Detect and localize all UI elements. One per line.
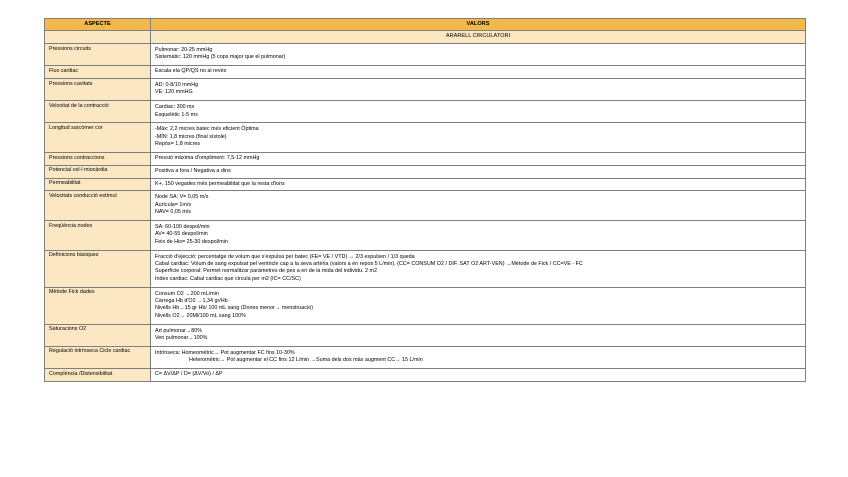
- value-cell: [151, 178, 806, 191]
- value-cell: [151, 123, 806, 153]
- aspect-cell: Velocitat de la contracció: [45, 101, 151, 123]
- aspect-cell: Pressions cavitats: [45, 78, 151, 100]
- table-row: [45, 165, 806, 178]
- aspect-cell: Velocitats conducció estímul: [45, 191, 151, 221]
- value-cell: [151, 66, 806, 79]
- table-row: [45, 346, 806, 368]
- header-row: [45, 19, 806, 31]
- section-empty-cell: [45, 30, 151, 43]
- value-line-indented: Heteromètric→ Pot augmentar el CC fins 12 L/min →Suma dels dos màx augment CC→ 15 L/min: [189, 357, 423, 364]
- value-cell: [151, 220, 806, 250]
- table-row: [45, 123, 806, 153]
- aspect-cell: Regulació intrínseca Cicle cardiac: [45, 346, 151, 368]
- value-line: AD: 0-8/10 mmHg: [155, 81, 199, 88]
- aspect-cell: Pressions contraccions: [45, 152, 151, 165]
- header-valors: VALORS: [151, 19, 806, 31]
- physiology-table-container: [44, 18, 805, 382]
- table-row: [45, 324, 806, 346]
- header-aspect: ASPECTE: [45, 19, 151, 31]
- table-row: [45, 368, 806, 381]
- table-row: [45, 220, 806, 250]
- table-row: [45, 152, 806, 165]
- aspect-cell: Pressions circuits: [45, 43, 151, 65]
- value-line: Nivells O2→ 20Ml/100 mL sang 100%: [155, 312, 246, 319]
- aspect-cell: Saturacions O2: [45, 324, 151, 346]
- table-row: [45, 178, 806, 191]
- value-line: C= ΔV/ΔP / D= (ΔV/Vo) / ΔP: [155, 371, 223, 378]
- value-cell: [151, 250, 806, 287]
- value-line: NAV= 0,05 m/s: [155, 209, 192, 216]
- value-line: Pressió màxima d'ompliment: 7,5-12 mmHg: [155, 155, 260, 162]
- value-line: Positiva a fora / Negativa a dins: [155, 167, 231, 174]
- table-row: [45, 250, 806, 287]
- value-line: Càrrega Hb d'O2 →1,34 gr/Hb: [155, 297, 228, 304]
- value-cell: [151, 346, 806, 368]
- section-title: ARARELL CIRCULATORI: [151, 30, 806, 43]
- value-cell: [151, 324, 806, 346]
- table-row: [45, 66, 806, 79]
- value-line: Pulmonar: 20-25 mmHg: [155, 46, 213, 53]
- value-line: Sistemàtic: 120 mmHg (5 cops major que el pulmonar): [155, 54, 286, 61]
- value-line: Art pulmonar→80%: [155, 327, 203, 334]
- aspect-cell: Longitud sarcòmer cor: [45, 123, 151, 153]
- value-line: Cabal cardiac: Volum de sang expulsat pel ventricle cap a la seva artèria (valors a en repos 5 L/min). (CC= CONSUM O2 / DIF. SAT O2 ART-VEN) →Mètode de Fick / CC=VE · FC: [155, 260, 583, 267]
- aspect-cell: Definicions bàsiques: [45, 250, 151, 287]
- aspect-cell: Permeabilitat: [45, 178, 151, 191]
- value-cell: [151, 165, 806, 178]
- value-line: Node SA: V= 0,05 m/s: [155, 194, 209, 201]
- value-line: Escala ela QP/QS no al revés: [155, 68, 227, 75]
- aspect-cell: Flux cardiac: [45, 66, 151, 79]
- value-cell: [151, 191, 806, 221]
- aspect-cell: Potencial cel·l miocàrdia: [45, 165, 151, 178]
- value-line: SA: 60-100 despol/min: [155, 223, 210, 230]
- value-line: Superfície corporal: Permet normalitzar paràmetres de pes a en de la mida del individu. 2 m2: [155, 268, 378, 275]
- value-line: -Màx: 2,2 micres batec més eficient Òptima: [155, 126, 259, 133]
- value-line: Feix de His= 25-30 despol/min: [155, 238, 228, 245]
- value-line: -MÍN: 1,8 micres (final sístole): [155, 133, 227, 140]
- value-cell: [151, 287, 806, 324]
- value-line: Index cardiac: Cabal cardiac que circula per m2 (IC= CC/SC): [155, 275, 301, 282]
- aspect-cell: Complència /Distensibilitat: [45, 368, 151, 381]
- value-cell: [151, 43, 806, 65]
- value-line: Cardiac: 300 ms: [155, 104, 195, 111]
- value-line: Aurícula= 1m/s: [155, 201, 192, 208]
- value-line: Ven pulmonar→100%: [155, 334, 208, 341]
- value-cell: [151, 368, 806, 381]
- value-line: Fracció d'ejecció: percentatge de volum que s'expulsa per batec (FE= VE / VTD) → 2/3 expulsen / 1/3 queda: [155, 253, 415, 260]
- value-line: VE: 120 mmHG: [155, 89, 193, 96]
- table-row: [45, 43, 806, 65]
- value-line: Consum O2 →200 mL/min: [155, 290, 219, 297]
- physiology-table: [44, 18, 806, 382]
- table-row: [45, 191, 806, 221]
- value-cell: [151, 101, 806, 123]
- value-line: Nivells Hb→15 gr Hb/ 100 mL sang (Dones menor→ menstruació): [155, 305, 313, 312]
- value-line: K+, 150 vegades més permeabilitat que la resta d'ions: [155, 180, 285, 187]
- table-row: [45, 78, 806, 100]
- value-cell: [151, 78, 806, 100]
- aspect-cell: Freqüència nodes: [45, 220, 151, 250]
- value-line: AV= 40-55 despol/min: [155, 231, 208, 238]
- aspect-cell: Mètode Fick dades: [45, 287, 151, 324]
- value-line: Esquelètic 1-5 ms: [155, 111, 198, 118]
- section-row: [45, 30, 806, 43]
- table-row: [45, 287, 806, 324]
- value-line: Intrínseca: Homeomètric→ Pot augmentar FC fins 10-30%: [155, 349, 295, 356]
- value-cell: [151, 152, 806, 165]
- table-row: [45, 101, 806, 123]
- value-line: Repòs= 1,8 micres: [155, 141, 201, 148]
